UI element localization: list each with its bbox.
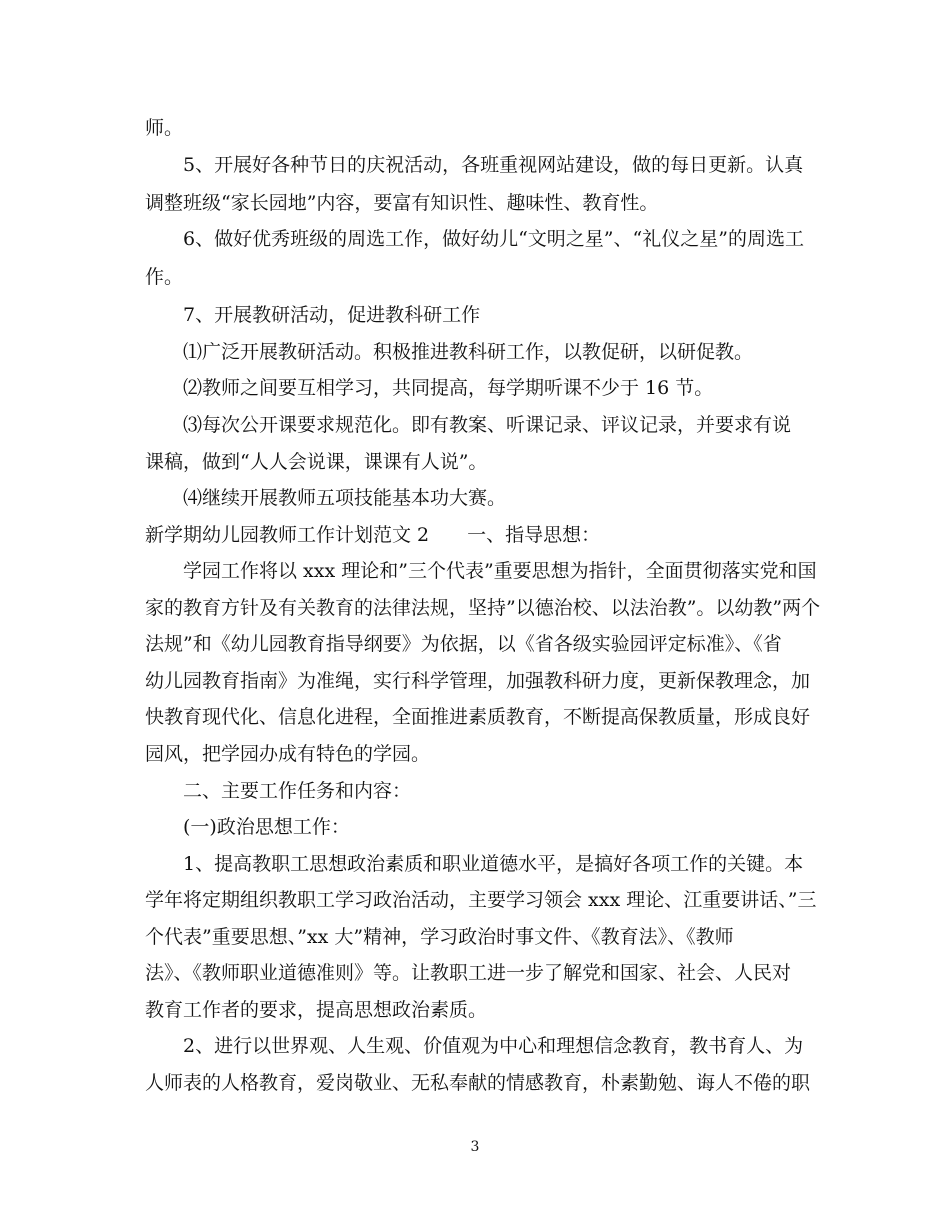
text-line: 5、开展好各种节日的庆祝活动，各班重视网站建设，做的每日更新。认真 — [183, 154, 804, 176]
text-line: 个代表”重要思想、”xx 大”精神，学习政治时事文件、《教育法》、《教师 — [145, 926, 734, 948]
text-line: (一)政治思想工作： — [183, 816, 350, 838]
text-line: 园风，把学园办成有特色的学园。 — [145, 743, 431, 765]
text-line: 人师表的人格教育，爱岗敬业、无私奉献的情感教育，朴素勤勉、诲人不倦的职 — [145, 1072, 811, 1094]
text-line: ⑵教师之间要互相学习，共同提高，每学期听课不少于 16 节。 — [183, 377, 714, 399]
text-line: ⑴广泛开展教研活动。积极推进教科研工作，以教促研，以研促教。 — [183, 341, 754, 363]
section-heading: 新学期幼儿园教师工作计划范文 2 一、指导思想： — [145, 524, 601, 546]
text-line: 幼儿园教育指南》为准绳，实行科学管理，加强教科研力度，更新保教理念，加 — [145, 670, 811, 692]
text-line: 2、进行以世界观、人生观、价值观为中心和理想信念教育，教书育人、为 — [183, 1035, 804, 1057]
text-line: 快教育现代化、信息化进程，全面推进素质教育，不断提高保教质量，形成良好 — [145, 706, 811, 728]
text-line: ⑶每次公开课要求规范化。即有教案、听课记录、评议记录，并要求有说 — [183, 414, 792, 436]
text-line: 6、做好优秀班级的周选工作，做好幼儿“文明之星”、“礼仪之星”的周选工 — [183, 228, 804, 250]
text-line: 7、开展教研活动，促进教科研工作 — [183, 304, 481, 326]
text-line: 法》、《教师职业道德准则》等。让教职工进一步了解党和国家、社会、人民对 — [145, 962, 792, 984]
text-line: ⑷继续开展教师五项技能基本功大赛。 — [183, 487, 507, 509]
text-line: 学年将定期组织教职工学习政治活动，主要学习领会 xxx 理论、江重要讲话、”三 — [145, 889, 817, 911]
text-line: 法规”和《幼儿园教育指导纲要》为依据，以《省各级实验园评定标准》、《省 — [145, 633, 782, 655]
text-line: 1、提高教职工思想政治素质和职业道德水平，是搞好各项工作的关键。本 — [183, 853, 804, 875]
text-line: 作。 — [145, 266, 184, 288]
text-line: 教育工作者的要求，提高思想政治素质。 — [145, 999, 488, 1021]
page-number: 3 — [470, 1139, 480, 1155]
text-line: 二、主要工作任务和内容： — [183, 780, 412, 802]
text-line: 课稿，做到“人人会说课，课课有人说”。 — [145, 451, 488, 473]
text-line: 家的教育方针及有关教育的法律法规，坚持”以德治校、以法治教”。以幼教”两个 — [145, 597, 821, 619]
text-line: 学园工作将以 xxx 理论和”三个代表”重要思想为指针，全面贯彻落实党和国 — [183, 560, 817, 582]
text-line: 调整班级“家长园地”内容，要富有知识性、趣味性、教育性。 — [145, 192, 659, 214]
text-line: 师。 — [145, 117, 184, 139]
